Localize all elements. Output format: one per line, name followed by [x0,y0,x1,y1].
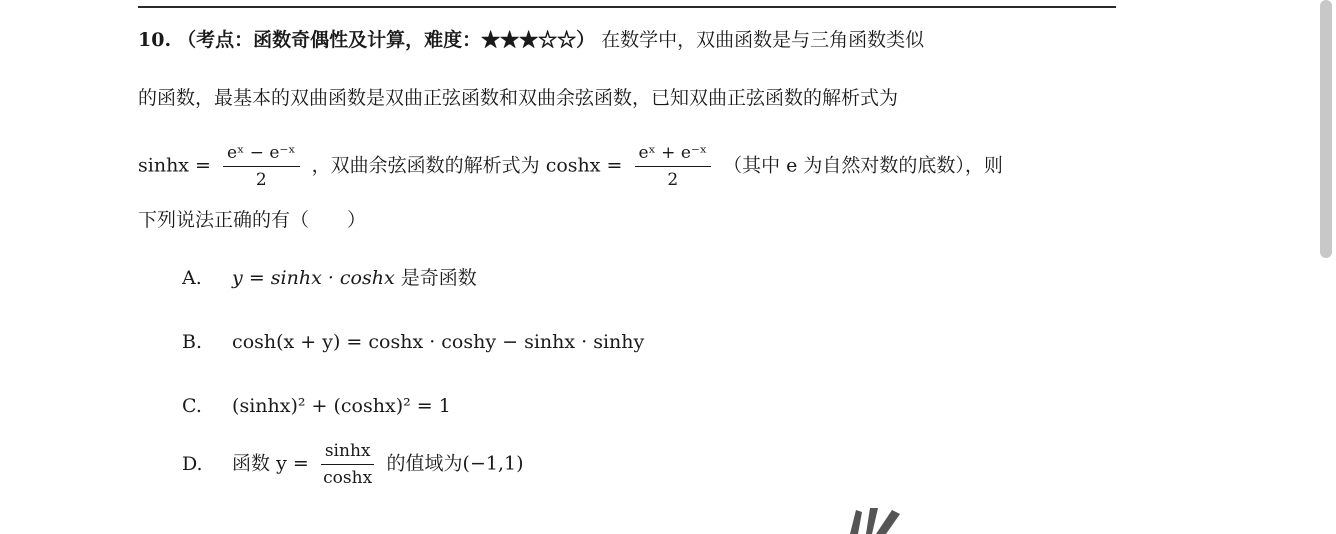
top-divider [138,6,1116,8]
option-b-letter: B. [182,331,203,353]
cosh-lhs: coshx = [545,154,623,177]
tail-text: （其中 e 为自然对数的底数），则 [723,154,1003,177]
option-c-expr: (sinhx)² + (coshx)² = 1 [232,395,451,417]
option-c [182,394,451,418]
sinh-denominator: 2 [255,170,267,190]
scrollbar-thumb[interactable] [1320,0,1332,258]
option-d-fraction [321,440,375,489]
question-intro: 在数学中，双曲函数是与三角函数类似 [601,29,925,51]
cosh-fraction [635,142,712,191]
sinh-numerator: eˣ − e⁻ˣ [223,142,300,167]
option-d-denominator: coshx [323,468,373,488]
option-b-expr: cosh(x + y) = coshx · coshy − sinhx · sinhy [232,331,645,353]
option-d [182,440,524,489]
cosh-numerator: eˣ + e⁻ˣ [635,142,712,167]
cosh-denominator: 2 [667,170,679,190]
question-number: 10. [138,29,172,51]
option-c-letter: C. [182,395,202,417]
question-text-2: 的函数，最基本的双曲函数是双曲正弦函数和双曲余弦函数，已知双曲正弦函数的解析式为 [138,87,899,109]
question-line-3 [138,142,1003,192]
question-line-2 [138,86,898,110]
option-a-letter: A. [182,267,202,289]
sinh-lhs: sinhx = [138,154,211,177]
sinh-fraction [223,142,300,191]
option-d-suffix: 的值域为(−1,1) [386,452,524,475]
option-d-letter: D. [182,452,203,475]
scrollbar-track[interactable] [1308,0,1336,534]
option-a-expr: y = sinhx · coshx [232,267,395,289]
question-line-1 [138,28,924,52]
question-prompt: 下列说法正确的有（ ） [138,209,367,231]
option-a [182,266,477,290]
logo-fragment-icon [846,504,906,534]
question-topic: （考点：函数奇偶性及计算，难度：★★★☆☆） [177,29,596,51]
option-b [182,330,644,354]
mid-text: ，双曲余弦函数的解析式为 [311,154,540,177]
option-d-numerator: sinhx [321,440,375,465]
option-a-note: 是奇函数 [400,267,477,289]
question-line-4 [138,208,366,232]
option-d-prefix: 函数 y = [232,452,309,475]
